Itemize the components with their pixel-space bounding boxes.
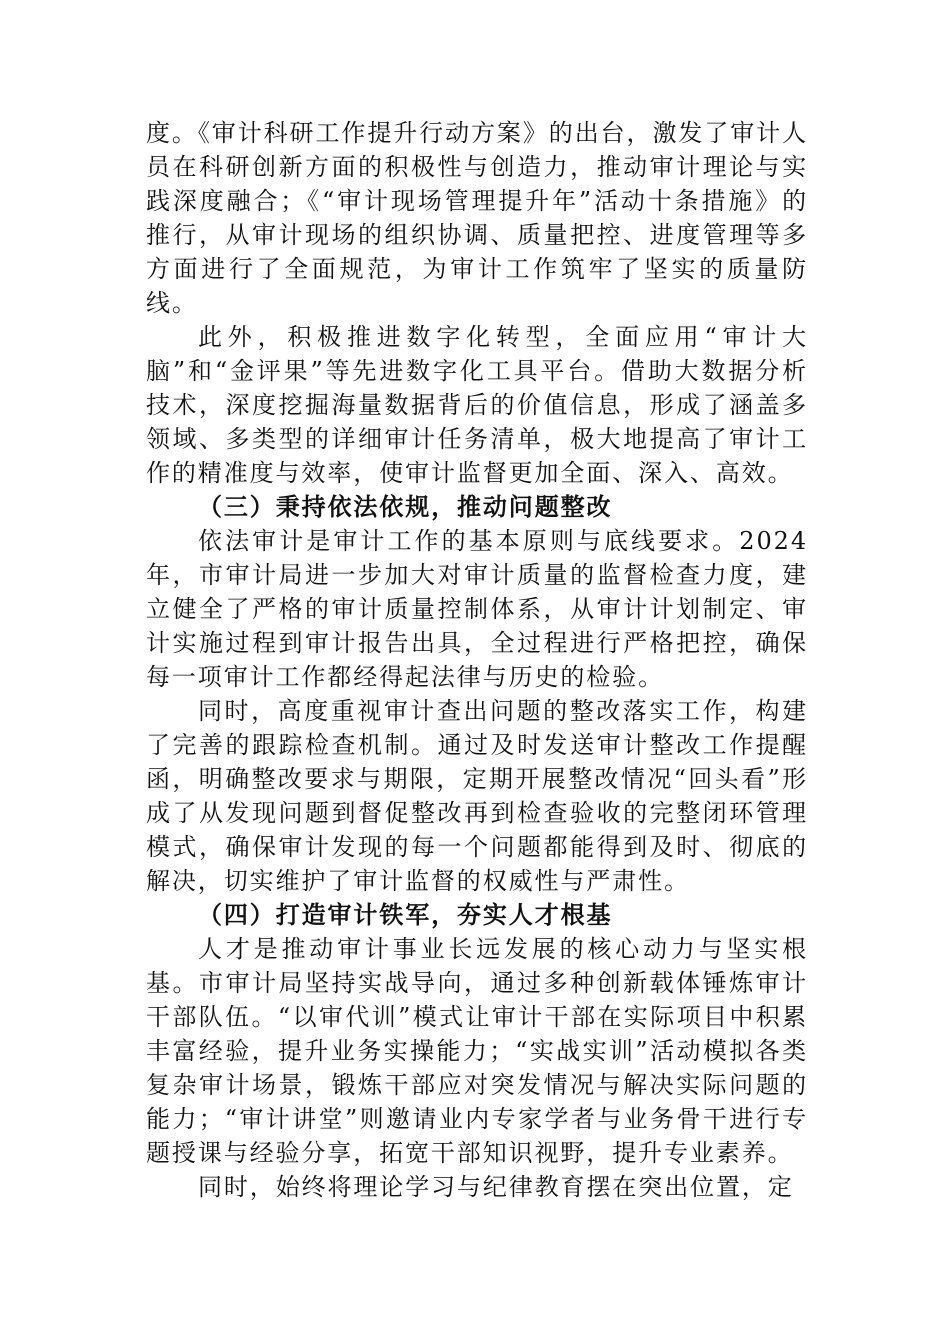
- paragraph-talent: 人才是推动审计事业长远发展的核心动力与坚实根基。市审计局坚持实战导向，通过多种创新载体锤炼审计干部队伍。“以审代训”模式让审计干部在实际项目中积累丰富经验，提升业务实操能力；“实战实训”活动模拟各类复杂审计场景，锻炼干部应对突发情况与解决实际问题的能力；“审计讲堂”则邀请业内专家学者与业务骨干进行专题授课与经验分享，拓宽干部知识视野，提升专业素养。: [146, 935, 808, 1167]
- section-heading-3: （三）秉持依法依规，推动问题整改: [198, 492, 613, 521]
- section-heading-4: （四）打造审计铁军，夯实人才根基: [198, 900, 613, 929]
- paragraph-discipline: 同时，始终将理论学习与纪律教育摆在突出位置，定: [198, 1173, 794, 1201]
- paragraph-lawful-audit: 依法审计是审计工作的基本原则与底线要求。2024年，市审计局进一步加大对审计质量的监督检查力度，建立健全了严格的审计质量控制体系，从审计计划制定、审计实施过程到审计报告出具，全过程进行严格把控，确保每一项审计工作都经得起法律与历史的检验。: [146, 527, 808, 691]
- paragraph-digital-transformation: 此外，积极推进数字化转型，全面应用“审计大脑”和“金评果”等先进数字化工具平台。借助大数据分析技术，深度挖掘海量数据背后的价值信息，形成了涵盖多领域、多类型的详细审计任务清单，极大地提高了审计工作的精准度与效率，使审计监督更加全面、深入、高效。: [146, 323, 808, 487]
- paragraph-rectification: 同时，高度重视审计查出问题的整改落实工作，构建了完善的跟踪检查机制。通过及时发送审计整改工作提醒函，明确整改要求与期限，定期开展整改情况“回头看”形成了从发现问题到督促整改再到检查验收的完整闭环管理模式，确保审计发现的每一个问题都能得到及时、彻底的解决，切实维护了审计监督的权威性与严肃性。: [146, 697, 808, 895]
- document-page: [146, 116, 808, 1204]
- paragraph-research-plan: 度。《审计科研工作提升行动方案》的出台，激发了审计人员在科研创新方面的积极性与创造力，推动审计理论与实践深度融合；《“审计现场管理提升年”活动十条措施》的推行，从审计现场的组织协调、质量把控、进度管理等多方面进行了全面规范，为审计工作筑牢了坚实的质量防线。: [146, 119, 808, 317]
